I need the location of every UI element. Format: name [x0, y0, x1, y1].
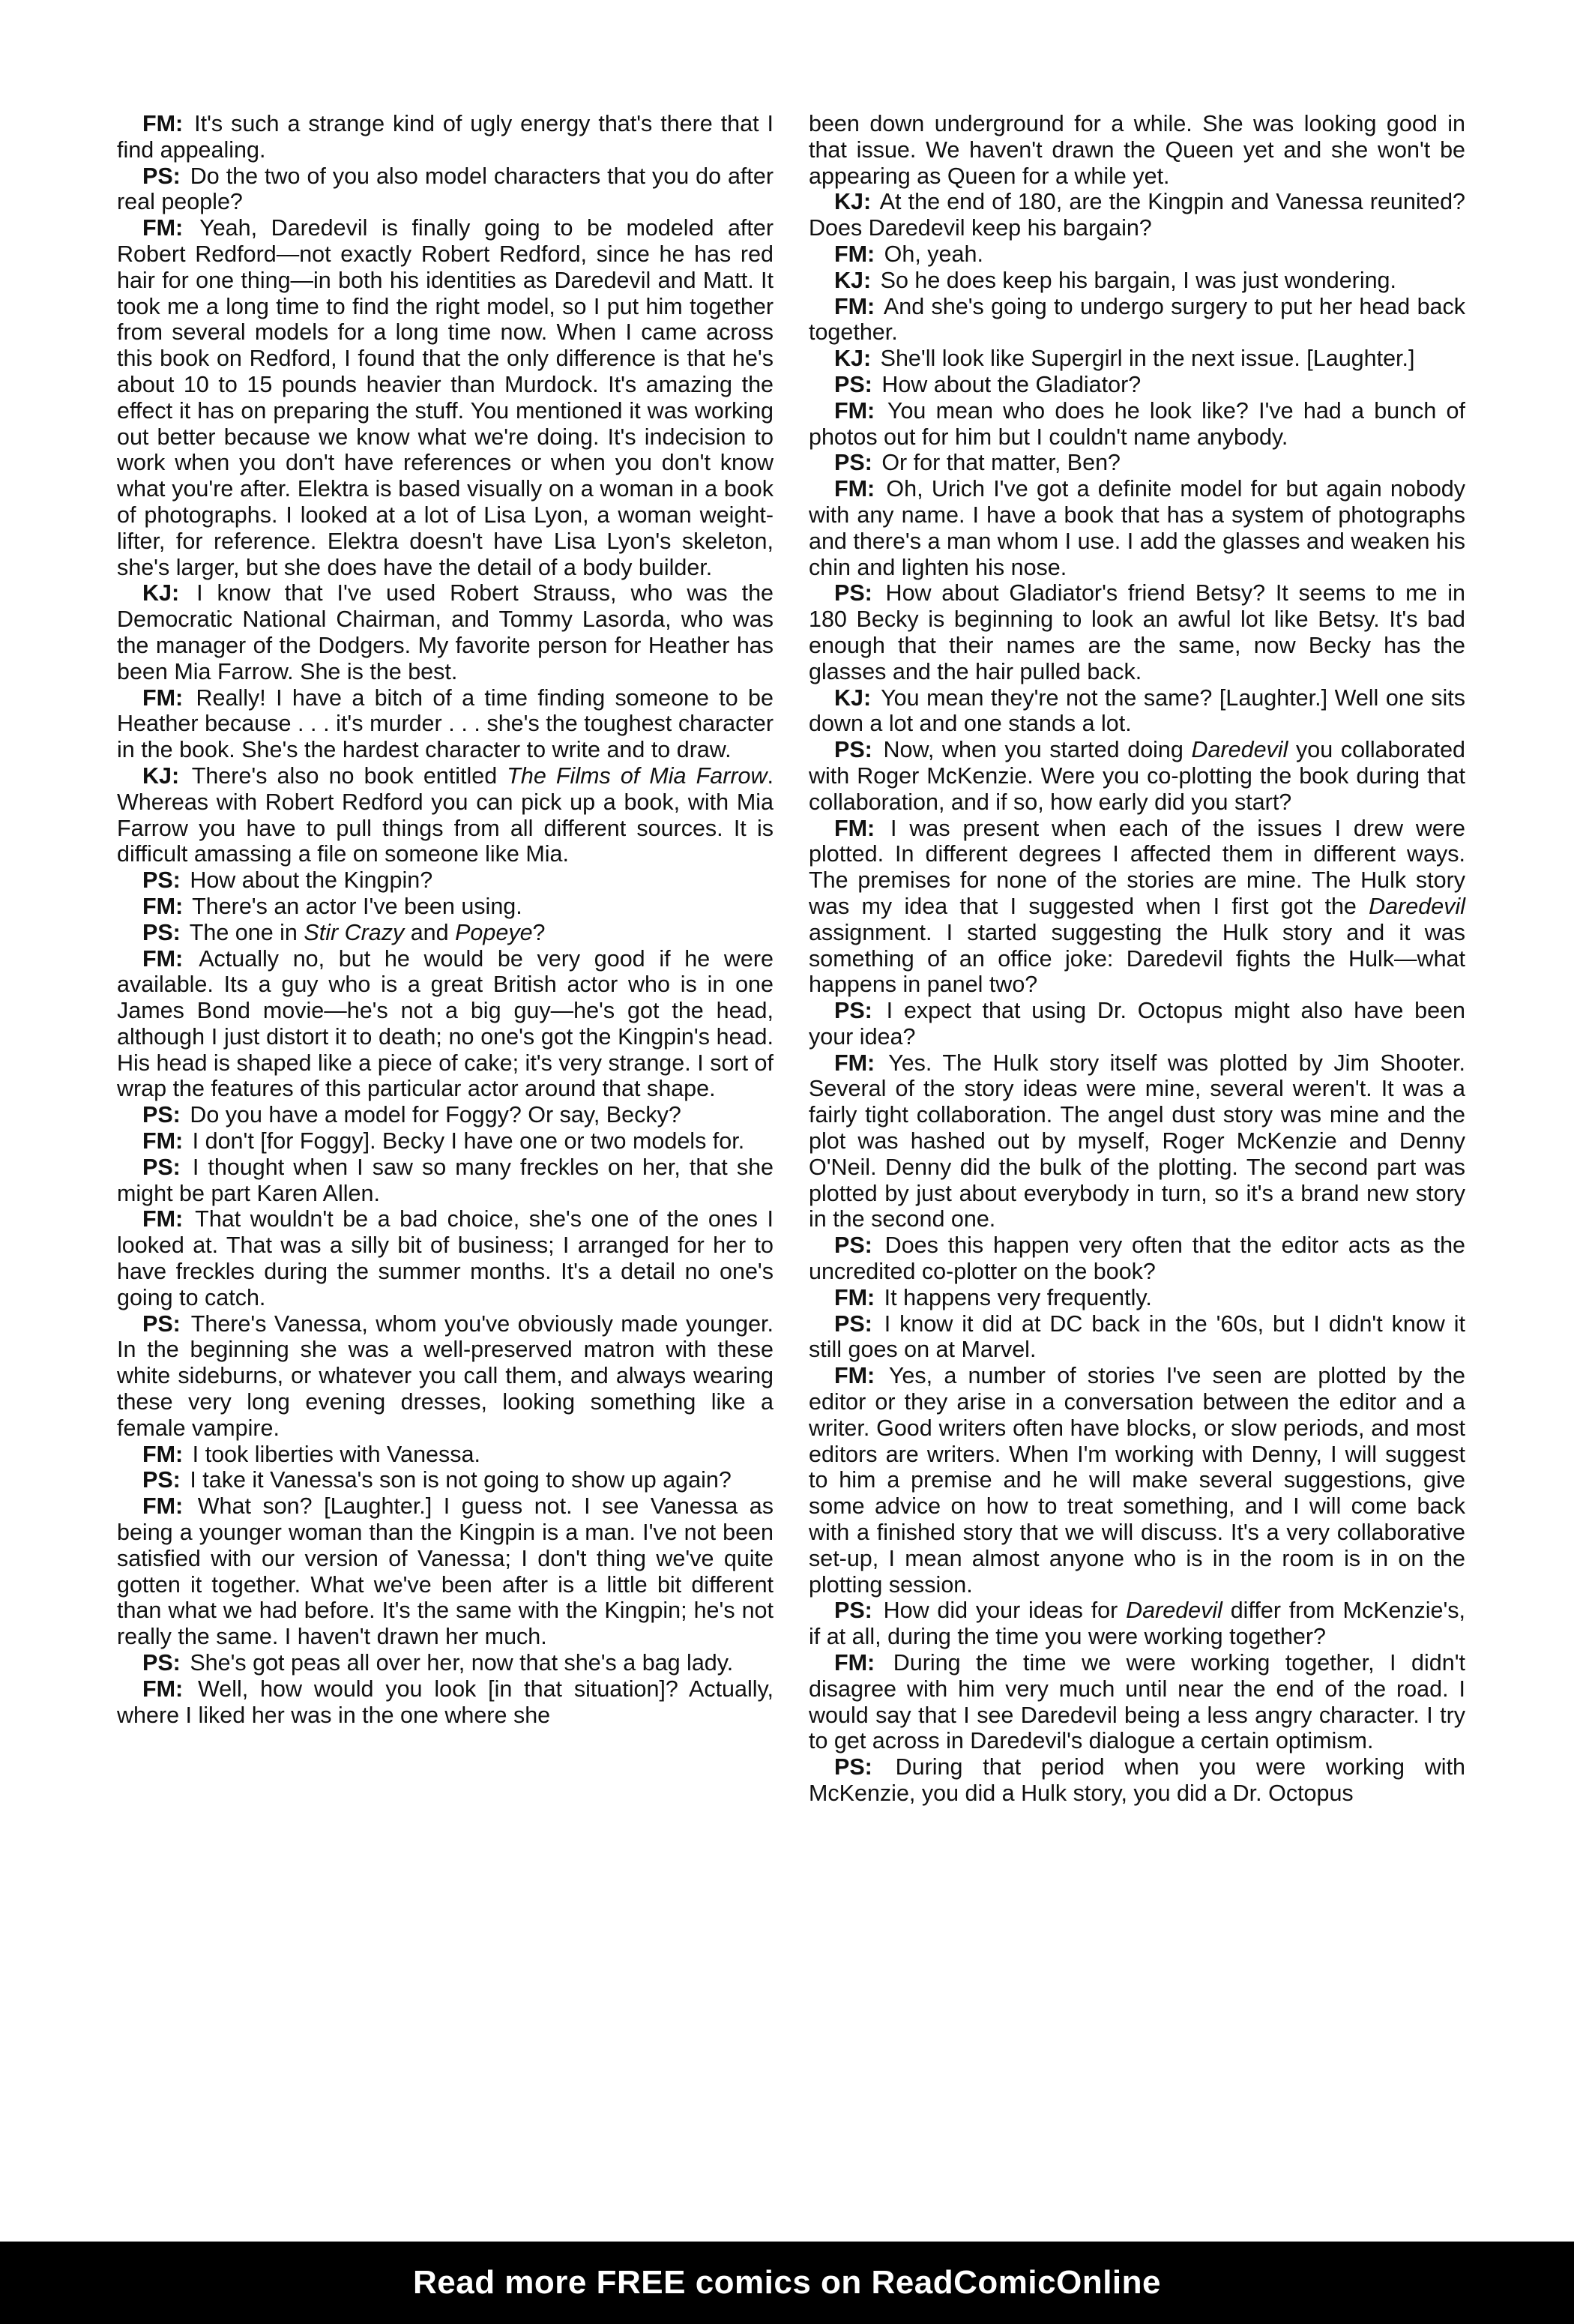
- interview-column-left: [117, 111, 774, 1728]
- dialogue-text: Oh, yeah.: [878, 241, 983, 267]
- speaker-label: FM:: [834, 815, 875, 841]
- dialogue-text: I thought when I saw so many freckles on her, that she might be part Karen Allen.: [117, 1154, 774, 1206]
- dialogue-text: Do the two of you also model characters that you do after real people?: [117, 163, 774, 215]
- dialogue-text: That wouldn't be a bad choice, she's one of the ones I looked at. That was a silly bit of business; I arranged for her to have freckles during the summer months. It's a detail no one's going to catch.: [117, 1206, 774, 1310]
- speaker-label: PS:: [834, 371, 872, 397]
- interview-paragraph: [809, 189, 1465, 241]
- interview-paragraph: [117, 920, 774, 946]
- title-italic-text: Stir Crazy: [304, 919, 405, 945]
- speaker-label: KJ:: [142, 762, 180, 789]
- speaker-label: KJ:: [142, 580, 180, 606]
- dialogue-text: Or for that matter, Ben?: [875, 450, 1121, 476]
- interview-paragraph: [117, 163, 774, 216]
- interview-paragraph: [117, 1442, 774, 1468]
- interview-paragraph: [809, 816, 1465, 999]
- speaker-label: KJ:: [834, 684, 872, 711]
- interview-paragraph: [809, 737, 1465, 815]
- dialogue-text: Yes. The Hulk story itself was plotted by Jim Shooter. Several of the story ideas were mine, several weren't. It was a fairly tight collaboration. The angel dust story was mine and the plot was hashed out by myself, Roger McKenzie and Denny O'Neil. Denny did the bulk of the plotting. The second part was plotted by just about everybody in turn, so it's a brand new story in the second one.: [809, 1050, 1465, 1232]
- dialogue-text: assignment. I started suggesting the Hulk story and it was something of an office joke: Daredevil fights the Hulk—what happens in panel two?: [809, 919, 1465, 998]
- speaker-label: KJ:: [834, 189, 872, 215]
- speaker-label: FM:: [142, 1493, 184, 1520]
- interview-paragraph: [117, 1155, 774, 1207]
- promo-footer-banner[interactable]: [0, 2242, 1574, 2324]
- interview-paragraph: [117, 1102, 774, 1128]
- dialogue-text: I was present when each of the issues I drew were plotted. In different degrees I affected them in different ways. The premises for none of the stories are mine. The Hulk story was my idea that I suggested when I first got the: [809, 815, 1465, 919]
- speaker-label: FM:: [834, 1050, 875, 1076]
- interview-paragraph: [809, 372, 1465, 398]
- interview-paragraph: [809, 580, 1465, 684]
- speaker-label: PS:: [142, 1310, 181, 1337]
- speaker-label: FM:: [142, 215, 184, 241]
- dialogue-text: and: [404, 919, 456, 945]
- dialogue-text: differ from McKenzie's, if at all, during the time you were working together?: [809, 1598, 1465, 1650]
- interview-paragraph: [117, 580, 774, 684]
- interview-paragraph: [117, 946, 774, 1103]
- speaker-label: FM:: [834, 1363, 875, 1389]
- speaker-label: PS:: [834, 998, 872, 1024]
- dialogue-text: How about the Gladiator?: [875, 371, 1142, 397]
- dialogue-text: During that period when you were working with McKenzie, you did a Hulk story, you did a Dr. Octopus: [809, 1754, 1465, 1806]
- dialogue-text: How about the Kingpin?: [183, 867, 433, 894]
- interview-paragraph: [809, 1650, 1465, 1754]
- dialogue-text: There's Vanessa, whom you've obviously made younger. In the beginning she was a well-preserved matron with these white sideburns, or whatever you call them, and always wearing these very long evening dresses, looking something like a female vampire.: [117, 1310, 774, 1441]
- dialogue-text: Oh, Urich I've got a definite model for but again nobody with any name. I have a book that has a system of photographs and there's a man whom I use. I add the glasses and weaken his chin and lighten his nose.: [809, 476, 1465, 580]
- speaker-label: FM:: [834, 476, 875, 502]
- interview-paragraph: [117, 1676, 774, 1729]
- interview-paragraph: [117, 1128, 774, 1155]
- dialogue-text: You mean they're not the same? [Laughter.] Well one sits down a lot and one stands a lot.: [809, 684, 1465, 737]
- speaker-label: KJ:: [834, 267, 872, 293]
- dialogue-text: There's also no book entitled: [182, 762, 507, 789]
- dialogue-text: Now, when you started doing: [875, 737, 1192, 763]
- speaker-label: PS:: [834, 1310, 872, 1337]
- dialogue-text: It happens very frequently.: [878, 1284, 1152, 1310]
- dialogue-text: She'll look like Supergirl in the next issue. [Laughter.]: [874, 346, 1415, 372]
- speaker-label: FM:: [142, 1206, 184, 1232]
- dialogue-text: During the time we were working together, I didn't disagree with him very much until near the end of the road. I would say that I see Daredevil being a less angry character. I try to get across in Daredevil's dialogue a certain optimism.: [809, 1650, 1465, 1754]
- dialogue-text: you collaborated with Roger McKenzie. Were you co-plotting the book during that collaboration, and if so, how early did you start?: [809, 737, 1466, 815]
- speaker-label: PS:: [834, 450, 872, 476]
- speaker-label: PS:: [142, 1467, 181, 1493]
- interview-paragraph: [809, 1754, 1465, 1807]
- dialogue-text: At the end of 180, are the Kingpin and Vanessa reunited? Does Daredevil keep his bargain?: [809, 189, 1465, 241]
- title-italic-text: Popeye: [455, 919, 533, 945]
- interview-paragraph: [117, 1650, 774, 1676]
- dialogue-text: Really! I have a bitch of a time finding someone to be Heather because . . . it's murder . . . she's the toughest character in the book. She's the hardest character to write and to draw.: [117, 684, 774, 763]
- dialogue-text: How about Gladiator's friend Betsy? It seems to me in 180 Becky is beginning to look an awful lot like Betsy. It's bad enough that their names are the same, now Becky has the glasses and the hair pulled back.: [809, 580, 1465, 684]
- speaker-label: PS:: [142, 1650, 181, 1676]
- dialogue-text: been down underground for a while. She was looking good in that issue. We haven't drawn the Queen yet and she won't be appearing as Queen for a while yet.: [809, 111, 1465, 189]
- speaker-label: FM:: [834, 293, 875, 319]
- speaker-label: PS:: [142, 1102, 181, 1128]
- dialogue-text: She's got peas all over her, now that she's a bag lady.: [183, 1650, 734, 1676]
- interview-paragraph: [809, 294, 1465, 346]
- title-italic-text: Daredevil: [1369, 893, 1465, 919]
- dialogue-text: There's an actor I've been using.: [186, 893, 522, 919]
- interview-paragraph: [809, 1598, 1465, 1650]
- speaker-label: PS:: [834, 737, 872, 763]
- interview-paragraph: [117, 763, 774, 867]
- interview-paragraph: [809, 346, 1465, 372]
- speaker-label: FM:: [142, 1441, 184, 1467]
- speaker-label: FM:: [834, 241, 875, 267]
- promo-footer-text[interactable]: Read more FREE comics on ReadComicOnline: [412, 2264, 1161, 2301]
- dialogue-text: So he does keep his bargain, I was just wondering.: [874, 267, 1396, 293]
- interview-paragraph: [809, 1232, 1465, 1285]
- speaker-label: PS:: [142, 919, 181, 945]
- interview-paragraph: [809, 241, 1465, 268]
- speaker-label: FM:: [834, 1284, 875, 1310]
- interview-paragraph: [809, 998, 1465, 1050]
- interview-paragraph: [809, 1311, 1465, 1364]
- interview-paragraph: [809, 685, 1465, 738]
- dialogue-text: I expect that using Dr. Octopus might also have been your idea?: [809, 998, 1465, 1050]
- interview-paragraph: [809, 450, 1465, 476]
- interview-paragraph: [809, 398, 1465, 451]
- interview-paragraph: [117, 1467, 774, 1493]
- interview-paragraph: [117, 867, 774, 894]
- interview-paragraph: [117, 1206, 774, 1310]
- interview-paragraph: [117, 111, 774, 163]
- speaker-label: PS:: [142, 163, 181, 189]
- speaker-label: FM:: [142, 1128, 184, 1155]
- speaker-label: FM:: [142, 111, 184, 136]
- dialogue-text: I took liberties with Vanessa.: [186, 1441, 480, 1467]
- dialogue-text: The one in: [183, 919, 304, 945]
- speaker-label: PS:: [142, 867, 181, 894]
- dialogue-text: I know that I've used Robert Strauss, who was the Democratic National Chairman, and Tommy Lasorda, who was the manager of the Dodgers. My favorite person for Heather has been Mia Farrow. She is the best.: [117, 580, 774, 684]
- dialogue-text: Yes, a number of stories I've seen are plotted by the editor or they arise in a conversation between the editor and a writer. Good writers often have blocks, or slow periods, and most editors are writers. When I'm working with Denny, I will suggest to him a premise and he will make several suggestions, give some advice on how to treat something, and I will come back with a finished story that we will discuss. It's a very collaborative set-up, I mean almost anyone who is in the room is in on the plotting session.: [809, 1363, 1465, 1598]
- title-italic-text: Daredevil: [1126, 1598, 1222, 1624]
- speaker-label: PS:: [834, 1598, 872, 1624]
- dialogue-text: It's such a strange kind of ugly energy that's there that I find appealing.: [117, 111, 774, 163]
- interview-paragraph: [117, 894, 774, 920]
- dialogue-text: Actually no, but he would be very good if he were available. Its a guy who is a great British actor who is in one James Bond movie—he's not a big guy—he's got the head, although I just distort it to death; no one's got the Kingpin's head. His head is shaped like a piece of cake; it's very strange. I sort of wrap the features of this particular actor around that shape.: [117, 945, 774, 1102]
- interview-paragraph: [809, 476, 1465, 580]
- interview-paragraph: [117, 1493, 774, 1650]
- interview-paragraph: [117, 215, 774, 580]
- dialogue-text: Yeah, Daredevil is finally going to be modeled after Robert Redford—not exactly Robert Redford, since he has red hair for one thing—in both his identities as Daredevil and Matt. It took me a long time to find the right model, so I put him together from several models for a long time now. When I came across this book on Redford, I found that the only difference is that he's about 10 to 15 pounds heavier than Murdock. It's amazing the effect it has on preparing the stuff. You mentioned it was working out better because we know what we're doing. It's indecision to work when you don't have references or when you don't know what you're after. Elektra is based visually on a woman in a book of photographs. I looked at a lot of Lisa Lyon, a woman weight-lifter, for reference. Elektra doesn't have Lisa Lyon's skeleton, she's larger, but she does have the detail of a body builder.: [117, 215, 774, 580]
- interview-paragraph: [809, 1050, 1465, 1233]
- interview-paragraph: [809, 268, 1465, 294]
- dialogue-text: How did your ideas for: [875, 1598, 1127, 1624]
- dialogue-text: Well, how would you look [in that situation]? Actually, where I liked her was in the one where she: [117, 1676, 774, 1728]
- speaker-label: FM:: [834, 397, 875, 424]
- dialogue-text: And she's going to undergo surgery to put her head back together.: [809, 293, 1465, 346]
- speaker-label: PS:: [142, 1154, 181, 1180]
- dialogue-text: What son? [Laughter.] I guess not. I see Vanessa as being a younger woman than the Kingpin is a man. I've not been satisfied with our version of Vanessa; I don't thing we've quite gotten it together. What we've been after is a little bit different than what we had before. It's the same with the Kingpin; he's not really the same. I haven't drawn her much.: [117, 1493, 774, 1650]
- title-italic-text: The Films of Mia Farrow: [507, 762, 768, 789]
- dialogue-text: I know it did at DC back in the '60s, but I didn't know it still goes on at Marvel.: [809, 1310, 1465, 1363]
- dialogue-text: I don't [for Foggy]. Becky I have one or two models for.: [186, 1128, 745, 1155]
- speaker-label: KJ:: [834, 346, 872, 372]
- speaker-label: PS:: [834, 1754, 872, 1780]
- interview-paragraph: [117, 685, 774, 763]
- dialogue-text: ?: [532, 919, 546, 945]
- interview-column-right: [809, 111, 1465, 1807]
- speaker-label: FM:: [142, 684, 184, 711]
- speaker-label: PS:: [834, 1232, 872, 1259]
- dialogue-text: Do you have a model for Foggy? Or say, Becky?: [183, 1102, 681, 1128]
- dialogue-text: You mean who does he look like? I've had a bunch of photos out for him but I couldn't name anybody.: [809, 397, 1465, 450]
- dialogue-text: . Whereas with Robert Redford you can pick up a book, with Mia Farrow you have to pull things from all different sources. It is difficult amassing a file on someone like Mia.: [117, 762, 774, 867]
- interview-paragraph: [117, 1311, 774, 1442]
- speaker-label: FM:: [142, 1676, 184, 1702]
- interview-paragraph: [809, 1285, 1465, 1311]
- speaker-label: FM:: [834, 1650, 875, 1676]
- speaker-label: FM:: [142, 893, 184, 919]
- title-italic-text: Daredevil: [1191, 737, 1288, 763]
- interview-paragraph: [809, 111, 1465, 189]
- dialogue-text: I take it Vanessa's son is not going to show up again?: [183, 1467, 732, 1493]
- dialogue-text: Does this happen very often that the editor acts as the uncredited co-plotter on the book?: [809, 1232, 1465, 1285]
- speaker-label: FM:: [142, 945, 184, 972]
- speaker-label: PS:: [834, 580, 872, 606]
- interview-paragraph: [809, 1363, 1465, 1598]
